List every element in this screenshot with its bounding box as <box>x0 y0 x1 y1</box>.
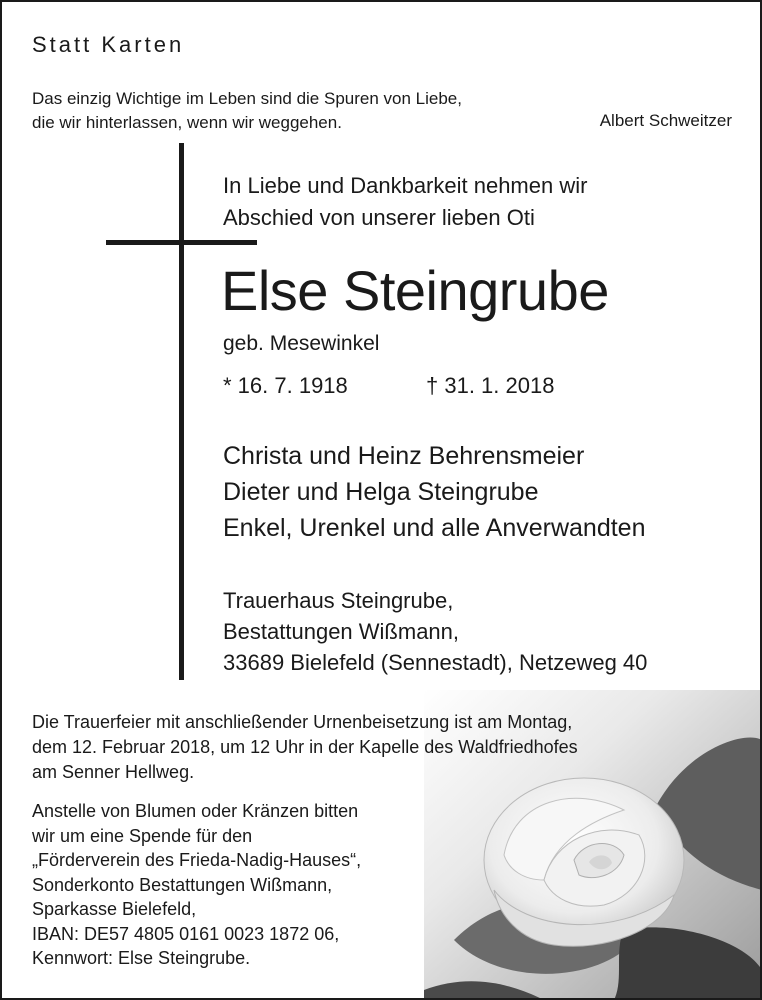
quote-text <box>32 87 462 135</box>
donation-line: „Förderverein des Frieda-Nadig-Hauses“, <box>32 850 362 870</box>
donation-request <box>32 799 361 971</box>
donation-line: wir um eine Spende für den <box>32 825 253 846</box>
ceremony-line: dem 12. Februar 2018, um 12 Uhr in der Kapelle des Waldfriedhofes <box>32 737 578 757</box>
ceremony-line: Die Trauerfeier mit anschließender Urnenbeisetzung ist am Montag, <box>32 712 573 732</box>
intro-text <box>223 170 587 234</box>
funeral-details <box>32 710 578 785</box>
intro-line: Abschied von unserer lieben Oti <box>223 205 535 230</box>
header-statt-karten: Statt Karten <box>32 32 185 57</box>
address-line: 33689 Bielefeld (Sennestadt), Netzeweg 40 <box>223 650 648 675</box>
mourning-house-address <box>223 585 647 678</box>
donation-iban: IBAN: DE57 4805 0161 0023 1872 06, <box>32 923 340 944</box>
cross-vertical-bar <box>179 143 184 680</box>
cross-horizontal-bar <box>106 240 257 245</box>
address-line: Trauerhaus Steingrube, <box>223 588 454 613</box>
quote-line: Das einzig Wichtige im Leben sind die Spuren von Liebe, <box>32 89 462 108</box>
mourner-line: Christa und Heinz Behrensmeier <box>223 442 585 470</box>
birth-date: * 16. 7. 1918 <box>223 373 348 398</box>
death-date: † 31. 1. 2018 <box>426 373 555 398</box>
donation-keyword: Kennwort: Else Steingrube. <box>32 948 251 968</box>
donation-line: Sonderkonto Bestattungen Wißmann, <box>32 874 333 895</box>
intro-line: In Liebe und Dankbarkeit nehmen wir <box>223 173 588 198</box>
mourner-line: Dieter und Helga Steingrube <box>223 478 539 506</box>
ceremony-line: am Senner Hellweg. <box>32 762 195 782</box>
quote-author: Albert Schweitzer <box>599 111 732 130</box>
address-line: Bestattungen Wißmann, <box>223 619 460 644</box>
mourners-list <box>223 438 646 546</box>
mourner-line: Enkel, Urenkel und alle Anverwandten <box>223 514 646 542</box>
maiden-name: geb. Mesewinkel <box>223 332 380 355</box>
quote-line: die wir hinterlassen, wenn wir weggehen. <box>32 113 342 132</box>
deceased-name: Else Steingrube <box>221 259 609 322</box>
donation-line: Anstelle von Blumen oder Kränzen bitten <box>32 801 359 821</box>
donation-line: Sparkasse Bielefeld, <box>32 899 197 919</box>
